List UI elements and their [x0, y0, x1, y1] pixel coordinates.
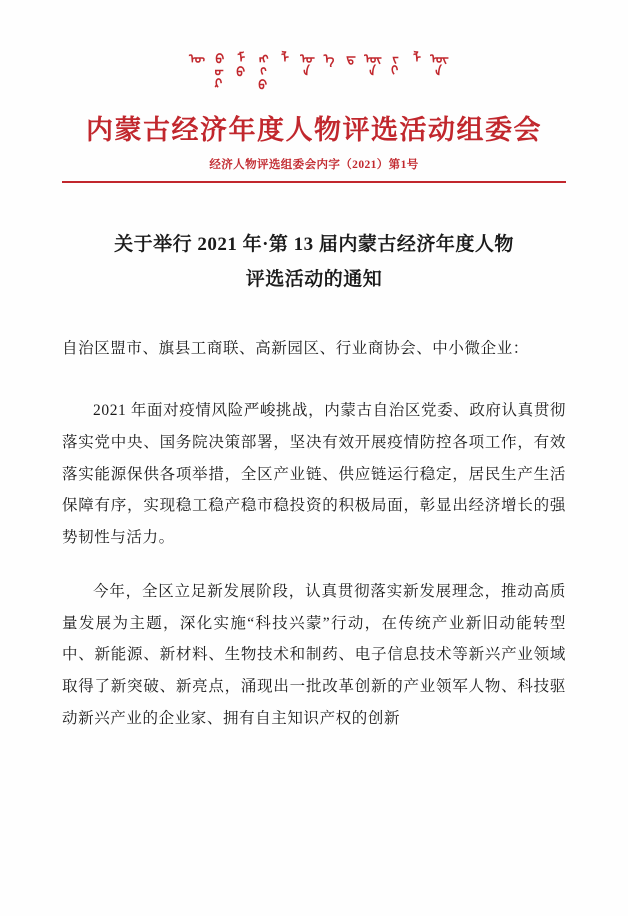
mongolian-glyph: ᠯ: [405, 50, 421, 63]
page-title-line-2: 评选活动的通知: [245, 269, 383, 291]
page-title-line-1: 关于举行 2021 年·第 13 届内蒙古经济年度人物: [114, 233, 514, 255]
mongolian-glyph: ᠳ: [339, 50, 355, 63]
mongolian-glyph: ᠦᠨ: [427, 50, 443, 76]
page-title: [62, 227, 566, 297]
document-number: 经济人物评选组委会内字（2021）第1号: [209, 159, 419, 172]
red-divider-rule: [62, 181, 566, 183]
document-body: [62, 333, 566, 734]
mongolian-glyph: ᠩᠭᠣ: [251, 50, 267, 89]
mongolian-glyph: ᠦ᠋ᠨ: [361, 50, 377, 76]
mongolian-glyph: ᠮᠣ: [229, 50, 245, 76]
mongolian-glyph: ᠵᠢ: [383, 50, 399, 76]
mongolian-glyph: ᠡ: [317, 50, 333, 63]
letterhead: [62, 0, 566, 183]
mongolian-glyph: ᠦ: [185, 50, 201, 63]
mongolian-glyph: ᠯ: [273, 50, 289, 63]
body-paragraph: 2021 年面对疫情风险严峻挑战，内蒙古自治区党委、政府认真贯彻落实党中央、国务院决策部署，坚决有效开展疫情防控各项工作，有效落实能源保供各项举措，全区产业链、供应链运行稳定，居民生产生活保障有序，实现稳工稳产稳市稳投资的积极局面，彰显出经济增长的强势韧性与活力。: [62, 402, 566, 547]
organization-title: 内蒙古经济年度人物评选活动组委会: [86, 115, 542, 145]
mongolian-glyph: ᠪᠦᠷ: [207, 50, 223, 89]
mongolian-glyph: ᠤᠨ: [295, 50, 311, 76]
mongolian-script-header: [62, 50, 566, 102]
salutation: 自治区盟市、旗县工商联、高新园区、行业商协会、中小微企业：: [62, 340, 529, 358]
body-paragraph: 今年，全区立足新发展阶段，认真贯彻落实新发展理念，推动高质量发展为主题，深化实施“科技兴蒙”行动，在传统产业新旧动能转型中、新能源、新材料、生物技术和制药、电子信息技术等新兴产业领域取得了新突破、新亮点，涌现出一批改革创新的产业领军人物、科技驱动新兴产业的企业家、拥有自主知识产权的创新: [62, 582, 566, 727]
